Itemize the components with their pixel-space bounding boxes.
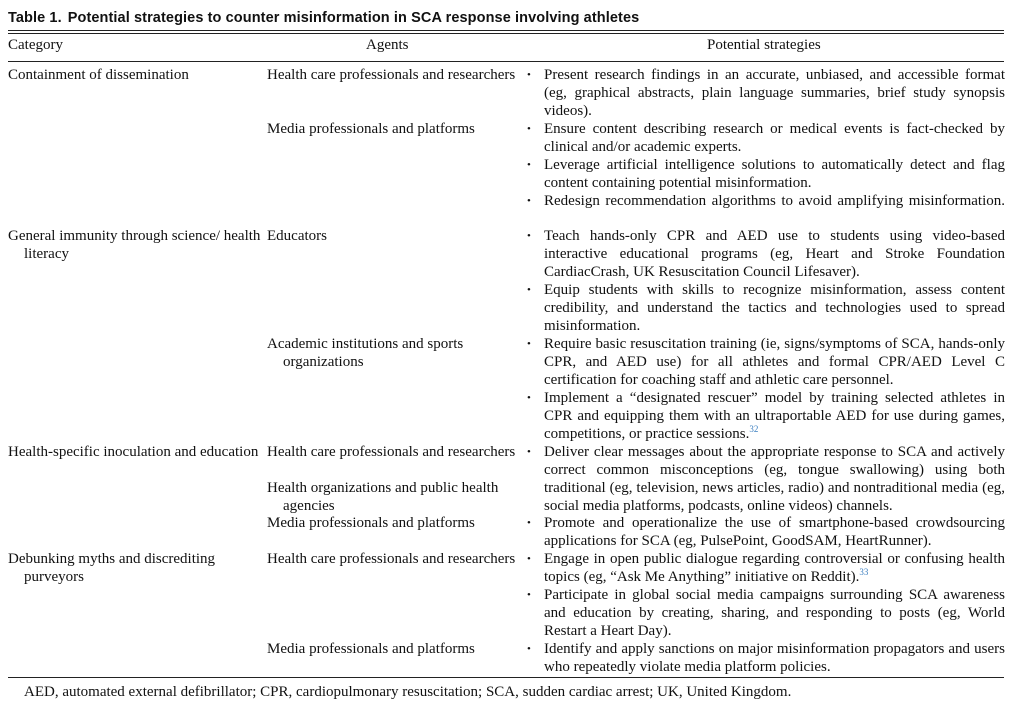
bullet-icon: •: [527, 553, 531, 565]
strategy-text: Redesign recommendation algorithms to avoid amplifying misinformation.: [544, 193, 1005, 209]
table-label: Table 1.: [8, 10, 62, 26]
bullet-icon: •: [527, 589, 531, 601]
reference-32[interactable]: 32: [749, 424, 759, 434]
row3-agent1: Health care professionals and researchers: [267, 444, 516, 460]
bullet-icon: •: [527, 159, 531, 171]
row1-category: Containment of dissemination: [8, 67, 189, 83]
strategy-text: [544, 550, 1005, 586]
row3-agent3: Media professionals and platforms: [267, 515, 475, 531]
header-strategies: Potential strategies: [707, 37, 821, 53]
bullet-icon: •: [527, 446, 531, 458]
top-rule-double: [8, 33, 1004, 34]
bullet-icon: •: [527, 517, 531, 529]
row2-agent2: Academic institutions and sports organizations: [267, 336, 464, 370]
row4-category: Debunking myths and discrediting purveyors: [8, 551, 216, 585]
header-rule: [8, 61, 1004, 62]
bullet-icon: •: [527, 284, 531, 296]
row3-agent2: Health organizations and public health agencies: [267, 480, 499, 514]
bullet-icon: •: [527, 643, 531, 655]
strategy-text: Ensure content describing research or medical events is fact-checked by clinical and/or academic experts.: [544, 121, 1005, 155]
strategy-text: Promote and operationalize the use of smartphone-based crowdsourcing applications for SCA (eg, PulsePoint, GoodSAM, HeartRunner).: [544, 515, 1005, 549]
strategy-text: Deliver clear messages about the appropriate response to SCA and actively correct common misconceptions (eg, tongue swallowing) using both traditional (eg, television, news articles, radio) and nontraditional media (eg, social media platforms, podcasts, online videos) channels.: [544, 444, 1005, 514]
bullet-icon: •: [527, 230, 531, 242]
row2-category: General immunity through science/ health literacy: [8, 228, 261, 262]
table-title: [8, 10, 639, 26]
bullet-icon: •: [527, 338, 531, 350]
strategy-text: Participate in global social media campaigns surrounding SCA awareness and education by creating, sharing, and responding to posts (eg, World Restart a Heart Day).: [544, 587, 1005, 639]
bullet-icon: •: [527, 69, 531, 81]
strategy-text: Teach hands-only CPR and AED use to students using video-based interactive educational programs (eg, Heart and Stroke Foundation CardiacCrash, UK Resuscitation Council Lifesaver).: [544, 228, 1005, 280]
table-title-text: Potential strategies to counter misinformation in SCA response involving athletes: [67, 10, 640, 26]
strategy-text: Leverage artificial intelligence solutions to automatically detect and flag content containing potential misinformation.: [544, 157, 1005, 191]
row3-category: Health-specific inoculation and education: [8, 444, 259, 460]
strategy-text: Present research findings in an accurate, unbiased, and accessible format (eg, graphical abstracts, plain language summaries, brief study synopsis videos).: [544, 67, 1005, 119]
bullet-icon: •: [527, 195, 531, 207]
row2-agent1: Educators: [267, 228, 327, 244]
bullet-icon: •: [527, 392, 531, 404]
row4-agent1: Health care professionals and researchers: [267, 551, 516, 567]
strategy-text: Identify and apply sanctions on major misinformation propagators and users who repeatedly violate media platform policies.: [544, 641, 1005, 675]
header-category: Category: [8, 37, 63, 53]
strategy-text-body: Engage in open public dialogue regarding controversial or confusing health topics (eg, “Ask Me Anything” initiative on Reddit).: [544, 551, 1005, 585]
row1-agent2: Media professionals and platforms: [267, 121, 475, 137]
header-agents: Agents: [366, 37, 409, 53]
row4-agent2: Media professionals and platforms: [267, 641, 475, 657]
table-footnote: AED, automated external defibrillator; CPR, cardiopulmonary resuscitation; SCA, sudden cardiac arrest; UK, United Kingdom.: [24, 684, 792, 700]
strategy-text: Equip students with skills to recognize misinformation, assess content credibility, and understand the tactics and technologies used to spread misinformation.: [544, 282, 1005, 334]
row1-agent1: Health care professionals and researchers: [267, 67, 516, 83]
bullet-icon: •: [527, 123, 531, 135]
strategy-text: [544, 389, 1005, 443]
strategy-text-body: Implement a “designated rescuer” model by training selected athletes in CPR and equipping them with an ultraportable AED for use during games, competitions, or practice sessions.: [544, 390, 1005, 442]
strategy-text: Require basic resuscitation training (ie, signs/symptoms of SCA, hands-only CPR, and AED use) for all athletes and formal CPR/AED Level C certification for coaching staff and athletic care personnel.: [544, 336, 1005, 388]
reference-33[interactable]: 33: [859, 567, 869, 577]
bottom-rule: [8, 677, 1004, 678]
top-rule: [8, 30, 1004, 31]
